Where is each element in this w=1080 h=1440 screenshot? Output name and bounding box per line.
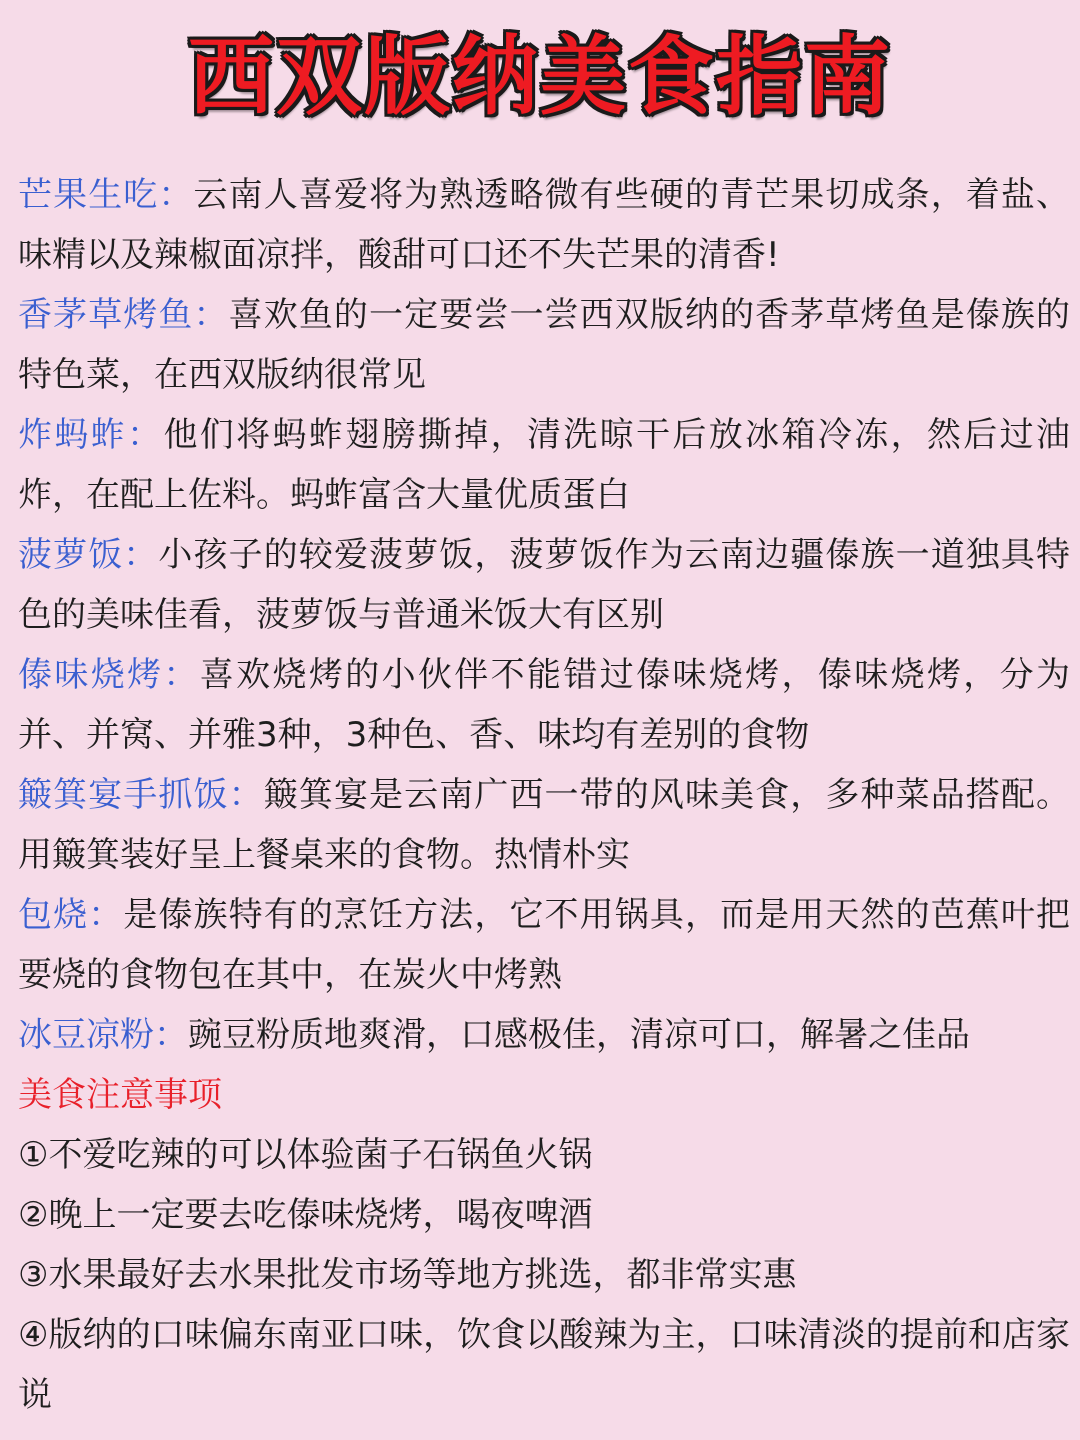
tip-item: ①不爱吃辣的可以体验菌子石锅鱼火锅 [18, 1135, 593, 1175]
page-title: 西双版纳美食指南 [188, 27, 892, 127]
food-label: 傣味烧烤： [18, 655, 200, 695]
tip-item: ④版纳的口味偏东南亚口味，饮食以酸辣为主，口味清淡的提前和店家说 [18, 1315, 1070, 1415]
tip-item: ②晚上一定要去吃傣味烧烤，喝夜啤酒 [18, 1195, 593, 1235]
food-description: 是傣族特有的烹饪方法，它不用锅具，而是用天然的芭蕉叶把要烧的食物包在其中，在炭火中烤熟 [18, 895, 1071, 995]
food-description: 喜欢烧烤的小伙伴不能错过傣味烧烤，傣味烧烤，分为并、并窝、并雅3种，3种色、香、味均有差别的食物 [18, 655, 1071, 755]
food-description: 簸箕宴是云南广西一带的风味美食，多种菜品搭配。用簸箕装好呈上餐桌来的食物。热情朴实 [18, 775, 1071, 875]
guide-content [18, 165, 1070, 1425]
food-entry-mango [18, 165, 1070, 285]
food-entry-dai-bbq [18, 645, 1070, 765]
food-description: 他们将蚂蚱翅膀撕掉，清洗晾干后放冰箱冷冻，然后过油炸，在配上佐料。蚂蚱富含大量优质蛋白 [18, 415, 1071, 515]
food-description: 小孩子的较爱菠萝饭，菠萝饭作为云南边疆傣族一道独具特色的美味佳看，菠萝饭与普通米饭大有区别 [18, 535, 1071, 635]
notice-heading: 美食注意事项 [18, 1075, 222, 1115]
food-label: 菠萝饭： [18, 535, 159, 575]
food-entry-pineapple-rice [18, 525, 1070, 645]
food-description: 豌豆粉质地爽滑，口感极佳，清凉可口，解暑之佳品 [188, 1015, 970, 1055]
food-label: 冰豆凉粉： [18, 1015, 188, 1055]
food-description: 云南人喜爱将为熟透略微有些硬的青芒果切成条，着盐、味精以及辣椒面凉拌，酸甜可口还不失芒果的清香! [18, 175, 1071, 275]
food-label: 包烧： [18, 895, 124, 935]
food-entry-pea-jelly [18, 1005, 1070, 1065]
food-label: 炸蚂蚱： [18, 415, 164, 455]
food-entry-fried-grasshopper [18, 405, 1070, 525]
food-label: 簸箕宴手抓饭： [18, 775, 264, 815]
food-entry-leaf-roast [18, 885, 1070, 1005]
food-description: 喜欢鱼的一定要尝一尝西双版纳的香茅草烤鱼是傣族的特色菜，在西双版纳很常见 [18, 295, 1071, 395]
food-label: 香茅草烤鱼： [18, 295, 229, 335]
food-entry-basket-feast [18, 765, 1070, 885]
food-label: 芒果生吃： [18, 175, 194, 215]
tip-item: ③水果最好去水果批发市场等地方挑选，都非常实惠 [18, 1255, 797, 1295]
food-entry-lemongrass-fish [18, 285, 1070, 405]
